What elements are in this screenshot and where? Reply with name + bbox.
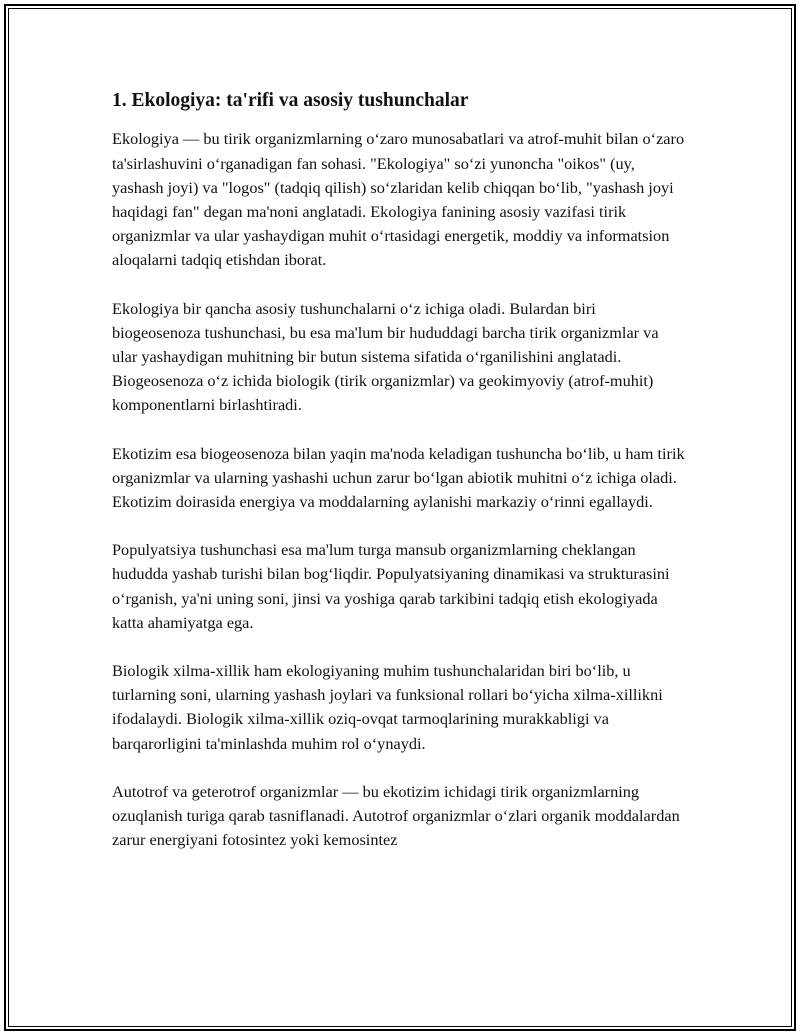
- document-body: [112, 88, 687, 876]
- paragraph-autotrof-geterotrof: Autotrof va geterotrof organizmlar — bu ekotizim ichidagi tirik organizmlarning ozuqlanish turiga qarab tasniflanadi. Autotrof organizmlar o‘zlari organik moddalardan zarur energiyani fotosintez yoki kemosintez: [112, 781, 680, 850]
- paragraph-biogeosenoza: Ekologiya bir qancha asosiy tushunchalarni o‘z ichiga oladi. Bulardan biri biogeosenoza tushunchasi, bu esa ma'lum bir hududdagi barcha tirik organizmlar va ular yashaydigan muhitning bir butun sistema sifatida o‘rganilishini anglatadi. Biogeosenoza o‘z ichida biologik (tirik organizmlar) va geokimyoviy (atrof-muhit) komponentlarni birlashtiradi.: [112, 298, 659, 415]
- paragraph-biologik-xilma-xillik: Biologik xilma-xillik ham ekologiyaning muhim tushunchalaridan biri bo‘lib, u turlarning soni, ularning yashash joylari va funksional rollari bo‘yicha xilma-xillikni ifodalaydi. Biologik xilma-xillik oziq-ovqat tarmoqlarining murakkabligi va barqarorligini ta'minlashda muhim rol o‘ynaydi.: [112, 661, 663, 753]
- section-heading: 1. Ekologiya: ta'rifi va asosiy tushunchalar: [112, 90, 469, 111]
- paragraph-populyatsiya: Populyatsiya tushunchasi esa ma'lum turga mansub organizmlarning cheklangan hududda yashab turishi bilan bog‘liqdir. Populyatsiyaning dinamikasi va strukturasini o‘rganish, ya'ni uning soni, jinsi va yoshiga qarab tarkibini tadqiq etish ekologiyada katta ahamiyatga ega.: [112, 540, 670, 632]
- paragraph-ekologiya-definition: Ekologiya — bu tirik organizmlarning o‘zaro munosabatlari va atrof-muhit bilan o‘zaro ta'sirlashuvini o‘rganadigan fan sohasi. "Ekologiya" so‘zi yunoncha "oikos" (uy, yashash joyi) va "logos" (tadqiq qilish) so‘zlaridan kelib chiqqan bo‘lib, "yashash joyi haqidagi fan" degan ma'noni anglatadi. Ekologiya fanining asosiy vazifasi tirik organizmlar va ular yashaydigan muhit o‘rtasidagi energetik, moddiy va informatsion aloqalarni tadqiq etishdan iborat.: [112, 129, 685, 270]
- paragraph-ekotizim: Ekotizim esa biogeosenoza bilan yaqin ma'noda keladigan tushuncha bo‘lib, u ham tirik organizmlar va ularning yashashi uchun zarur bo‘lgan abiotik muhitni o‘z ichiga oladi. Ekotizim doirasida energiya va moddalarning aylanishi markaziy o‘rinni egallaydi.: [112, 443, 685, 511]
